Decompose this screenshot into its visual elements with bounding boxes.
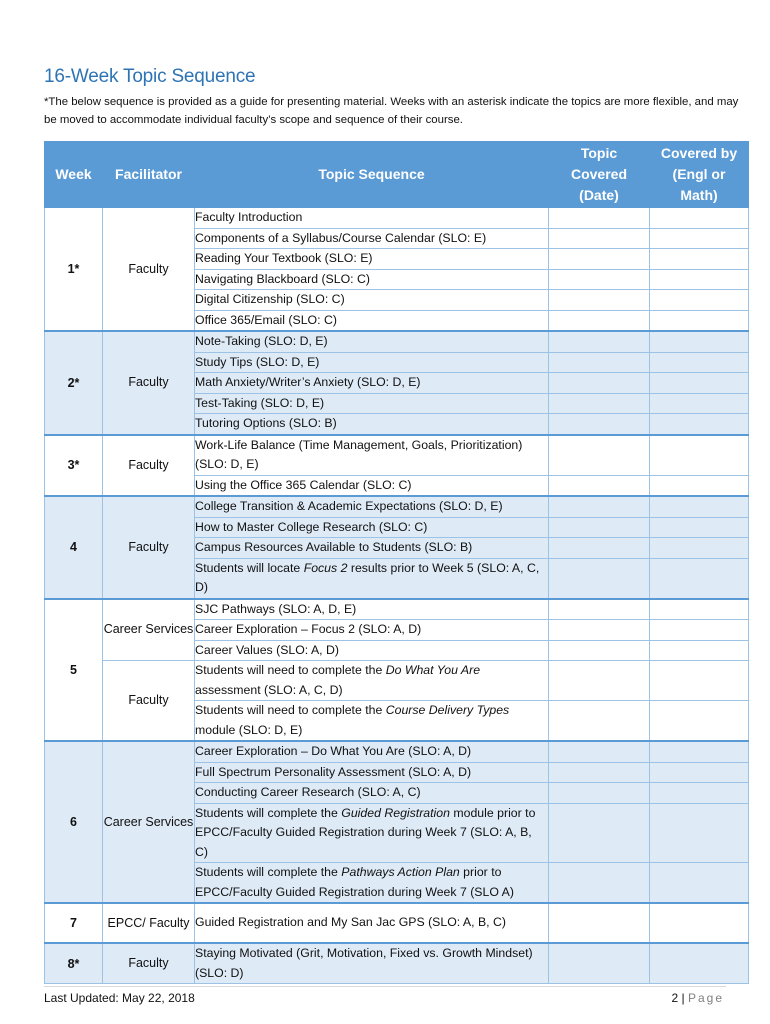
topic-cell: Career Exploration – Do What You Are (SLO: A, D) <box>195 741 549 762</box>
topic-cell: Work-Life Balance (Time Management, Goals, Prioritization) (SLO: D, E) <box>195 435 549 476</box>
facilitator-cell: Faculty <box>103 496 195 599</box>
topic-cell: College Transition & Academic Expectations (SLO: D, E) <box>195 496 549 517</box>
topic-cell: Using the Office 365 Calendar (SLO: C) <box>195 475 549 496</box>
intro-paragraph: *The below sequence is provided as a guide for presenting material. Weeks with an asterisk indicate the topics are more flexible, and may be moved to accommodate individual faculty’s scope and sequence of their course. <box>44 96 739 126</box>
topic-cell: Note-Taking (SLO: D, E) <box>195 331 549 352</box>
week-cell: 8* <box>45 943 103 984</box>
covered-by-cell <box>650 352 749 373</box>
topic-cell: How to Master College Research (SLO: C) <box>195 517 549 538</box>
week-cell: 7 <box>45 903 103 943</box>
table-row <box>45 903 749 943</box>
topic-text: Students will complete the <box>195 865 342 879</box>
covered-by-cell <box>650 741 749 762</box>
date-cell <box>549 783 650 804</box>
table-header-row <box>45 142 749 208</box>
topic-cell: Conducting Career Research (SLO: A, C) <box>195 783 549 804</box>
date-cell <box>549 331 650 352</box>
facilitator-cell: Career Services <box>103 741 195 903</box>
topic-text: Students will complete the <box>195 805 342 820</box>
header-covered-by <box>650 142 749 208</box>
header-covered-by-line1: Covered by <box>660 144 738 161</box>
covered-by-cell <box>650 228 749 249</box>
covered-by-cell <box>650 558 749 599</box>
date-cell <box>549 352 650 373</box>
date-cell <box>549 228 650 249</box>
header-topic-covered-line3: (Date) <box>579 186 619 203</box>
date-cell <box>549 903 650 943</box>
topic-text: Students will need to complete the <box>195 663 386 677</box>
date-cell <box>549 803 650 863</box>
header-topic-sequence: Topic Sequence <box>195 142 549 208</box>
header-covered-by-line3: Math) <box>680 186 718 203</box>
date-cell <box>549 863 650 904</box>
topic-emphasis: Focus 2 <box>303 560 348 575</box>
date-cell <box>549 475 650 496</box>
topic-emphasis: Guided Registration <box>341 805 450 820</box>
date-cell <box>549 741 650 762</box>
covered-by-cell <box>650 701 749 742</box>
topic-cell <box>195 701 549 742</box>
topic-cell: SJC Pathways (SLO: A, D, E) <box>195 599 549 620</box>
topic-text: module (SLO: D, E) <box>195 722 303 737</box>
table-row <box>45 331 749 352</box>
covered-by-cell <box>650 393 749 414</box>
date-cell <box>549 599 650 620</box>
date-cell <box>549 538 650 559</box>
covered-by-cell <box>650 207 749 228</box>
date-cell <box>549 620 650 641</box>
covered-by-cell <box>650 475 749 496</box>
topic-text: assessment (SLO: A, C, D) <box>195 682 343 697</box>
covered-by-cell <box>650 783 749 804</box>
date-cell <box>549 943 650 984</box>
topic-cell: Faculty Introduction <box>195 207 549 228</box>
topic-cell: Career Values (SLO: A, D) <box>195 640 549 661</box>
topic-text: module prior to EPCC/Faculty Guided Registration during Week 7 (SLO: A, B, C) <box>195 805 536 859</box>
covered-by-cell <box>650 269 749 290</box>
footer-last-updated: Last Updated: May 22, 2018 <box>44 991 195 1005</box>
topic-cell: Career Exploration – Focus 2 (SLO: A, D) <box>195 620 549 641</box>
covered-by-cell <box>650 863 749 904</box>
topic-cell: Full Spectrum Personality Assessment (SLO: A, D) <box>195 762 549 783</box>
table-row <box>45 435 749 476</box>
date-cell <box>549 249 650 270</box>
covered-by-cell <box>650 290 749 311</box>
table-row <box>45 599 749 620</box>
topic-cell: Tutoring Options (SLO: B) <box>195 414 549 435</box>
week-cell: 6 <box>45 741 103 903</box>
date-cell <box>549 701 650 742</box>
topic-cell: Study Tips (SLO: D, E) <box>195 352 549 373</box>
covered-by-cell <box>650 640 749 661</box>
footer-page-number <box>671 991 724 1005</box>
header-week: Week <box>45 142 103 208</box>
facilitator-cell: Career Services <box>103 599 195 661</box>
header-covered-by-line2: (Engl or <box>672 165 726 182</box>
topic-sequence-table <box>44 141 749 984</box>
covered-by-cell <box>650 943 749 984</box>
date-cell <box>549 310 650 331</box>
date-cell <box>549 661 650 701</box>
week-cell: 3* <box>45 435 103 497</box>
facilitator-cell: EPCC/ Faculty <box>103 903 195 943</box>
footer-divider <box>44 986 726 987</box>
date-cell <box>549 373 650 394</box>
date-cell <box>549 207 650 228</box>
date-cell <box>549 393 650 414</box>
covered-by-cell <box>650 599 749 620</box>
topic-text: Students will need to complete the <box>195 703 386 717</box>
covered-by-cell <box>650 310 749 331</box>
topic-cell: Test-Taking (SLO: D, E) <box>195 393 549 414</box>
topic-cell: Staying Motivated (Grit, Motivation, Fixed vs. Growth Mindset) (SLO: D) <box>195 943 549 984</box>
table-row <box>45 207 749 228</box>
date-cell <box>549 640 650 661</box>
header-topic-covered-line1: Topic <box>580 144 618 161</box>
date-cell <box>549 414 650 435</box>
covered-by-cell <box>650 661 749 701</box>
covered-by-cell <box>650 249 749 270</box>
week-cell: 5 <box>45 599 103 742</box>
facilitator-cell: Faculty <box>103 943 195 984</box>
covered-by-cell <box>650 517 749 538</box>
facilitator-cell: Faculty <box>103 331 195 435</box>
page-number: 2 <box>671 991 679 1005</box>
table-row <box>45 943 749 984</box>
header-topic-covered <box>549 142 650 208</box>
topic-emphasis: Do What You Are <box>385 663 481 677</box>
topic-cell: Reading Your Textbook (SLO: E) <box>195 249 549 270</box>
covered-by-cell <box>650 803 749 863</box>
facilitator-cell: Faculty <box>103 435 195 497</box>
week-cell: 1* <box>45 207 103 331</box>
facilitator-cell: Faculty <box>103 661 195 742</box>
page-separator: | <box>681 991 685 1005</box>
topic-text: results prior to Week 5 (SLO: A, C, D) <box>195 560 540 594</box>
date-cell <box>549 517 650 538</box>
topic-cell <box>195 661 549 701</box>
covered-by-cell <box>650 373 749 394</box>
topic-cell: Digital Citizenship (SLO: C) <box>195 290 549 311</box>
topic-cell <box>195 558 549 599</box>
topic-cell: Office 365/Email (SLO: C) <box>195 310 549 331</box>
topic-text: Students will locate <box>195 560 304 575</box>
topic-cell <box>195 863 549 904</box>
topic-text: prior to EPCC/Faculty Guided Registration during Week 7 (SLO A) <box>195 865 514 899</box>
page-label: Page <box>687 991 724 1005</box>
date-cell <box>549 762 650 783</box>
facilitator-cell: Faculty <box>103 207 195 331</box>
date-cell <box>549 496 650 517</box>
covered-by-cell <box>650 903 749 943</box>
week-cell: 2* <box>45 331 103 435</box>
header-facilitator: Facilitator <box>103 142 195 208</box>
date-cell <box>549 435 650 476</box>
topic-cell: Components of a Syllabus/Course Calendar (SLO: E) <box>195 228 549 249</box>
date-cell <box>549 269 650 290</box>
topic-cell: Guided Registration and My San Jac GPS (SLO: A, B, C) <box>195 903 549 943</box>
date-cell <box>549 558 650 599</box>
topic-cell <box>195 803 549 863</box>
page-heading: 16-Week Topic Sequence <box>44 66 256 87</box>
topic-cell: Navigating Blackboard (SLO: C) <box>195 269 549 290</box>
week-cell: 4 <box>45 496 103 599</box>
covered-by-cell <box>650 762 749 783</box>
date-cell <box>549 290 650 311</box>
covered-by-cell <box>650 435 749 476</box>
covered-by-cell <box>650 620 749 641</box>
covered-by-cell <box>650 496 749 517</box>
table-row <box>45 741 749 762</box>
topic-emphasis: Pathways Action Plan <box>341 865 460 879</box>
topic-emphasis: Course Delivery Types <box>385 703 510 717</box>
covered-by-cell <box>650 414 749 435</box>
table-row <box>45 661 749 701</box>
topic-cell: Campus Resources Available to Students (SLO: B) <box>195 538 549 559</box>
header-topic-covered-line2: Covered <box>570 165 628 182</box>
covered-by-cell <box>650 538 749 559</box>
covered-by-cell <box>650 331 749 352</box>
topic-cell: Math Anxiety/Writer’s Anxiety (SLO: D, E) <box>195 373 549 394</box>
table-row <box>45 496 749 517</box>
